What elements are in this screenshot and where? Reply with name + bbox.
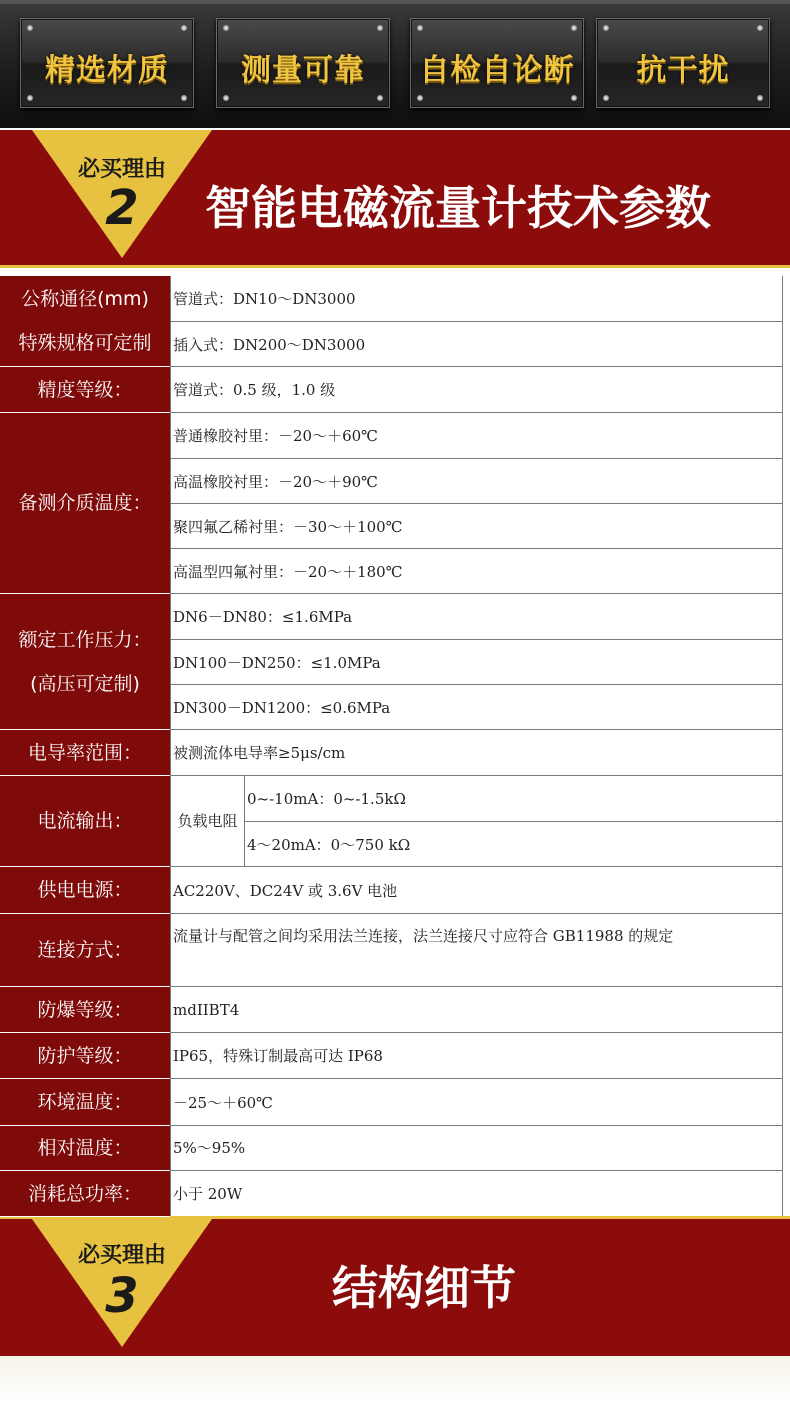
spec-row-pressure xyxy=(0,594,783,730)
spec-value: DN100－DN250：≤1.0MPa xyxy=(171,639,782,684)
spec-label: 电流输出： xyxy=(0,776,170,867)
spec-label: 供电电源： xyxy=(0,867,170,914)
feature-plate-label: 自检自论断 xyxy=(419,53,575,88)
spec-label xyxy=(0,276,170,367)
spec-value: 插入式：DN200～DN3000 xyxy=(171,321,782,366)
spec-label: 连接方式： xyxy=(0,914,170,987)
spec-row-accuracy xyxy=(0,367,783,413)
spec-value: DN300－DN1200：≤0.6MPa xyxy=(171,684,782,729)
spec-value: IP65，特殊订制最高可达 IP68 xyxy=(173,1047,383,1065)
spec-value: mdIIBT4 xyxy=(173,1000,240,1019)
section-title: 结构细节 xyxy=(332,1261,516,1315)
feature-plate-reliable xyxy=(216,18,390,108)
spec-value: －25～＋60℃ xyxy=(173,1093,273,1112)
spec-value: 5%～95% xyxy=(173,1138,246,1157)
feature-banner xyxy=(0,0,790,128)
feature-plate-label: 精选材质 xyxy=(45,53,169,88)
spec-sublabel: 负载电阻 xyxy=(171,776,245,866)
feature-plate-selfcheck xyxy=(410,18,584,108)
feature-plate-label: 抗干扰 xyxy=(636,53,730,88)
page-footer-fade xyxy=(0,1356,790,1402)
section-title: 智能电磁流量计技术参数 xyxy=(205,181,711,235)
spec-row-ambient-temperature xyxy=(0,1079,783,1126)
spec-value: 聚四氟乙稀衬里：－30～＋100℃ xyxy=(171,503,782,548)
spec-row-explosion-proof xyxy=(0,987,783,1033)
spec-value: DN6－DN80：≤1.6MPa xyxy=(173,608,353,626)
spec-row-power-supply xyxy=(0,867,783,914)
spec-row-medium-temperature xyxy=(0,413,783,594)
badge-label: 必买理由 xyxy=(77,1243,166,1268)
spec-row-conductivity xyxy=(0,730,783,776)
spec-row-nominal-diameter xyxy=(0,276,783,367)
spec-value: 4～20mA：0～750 kΩ xyxy=(245,821,782,866)
spec-value: 被测流体电导率≥5μs/cm xyxy=(173,744,346,762)
feature-plate-label: 测量可靠 xyxy=(241,53,365,88)
spec-row-current-output xyxy=(0,776,783,867)
section-banner-specs xyxy=(0,130,790,268)
spec-label: 环境温度： xyxy=(0,1079,170,1126)
spec-value: 高温型四氟衬里：－20～＋180℃ xyxy=(171,548,782,593)
spec-label-line: 公称通径(mm) xyxy=(21,288,149,310)
spec-value: 0~-10mA：0~-1.5kΩ xyxy=(247,790,406,808)
spec-value: 小于 20W xyxy=(173,1185,243,1203)
spec-value: 管道式：DN10～DN3000 xyxy=(173,290,356,308)
spec-label-line: 特殊规格可定制 xyxy=(18,332,152,354)
badge-number: 3 xyxy=(105,1268,139,1324)
spec-label: 防爆等级： xyxy=(0,987,170,1033)
spec-label: 电导率范围： xyxy=(0,730,170,776)
spec-label: 备测介质温度： xyxy=(0,413,170,594)
spec-row-humidity xyxy=(0,1126,783,1171)
spec-label xyxy=(0,594,170,730)
spec-table xyxy=(0,276,783,1217)
spec-label: 防护等级： xyxy=(0,1033,170,1079)
spec-label: 消耗总功率： xyxy=(0,1171,170,1217)
feature-plate-antiinterference xyxy=(596,18,770,108)
divider xyxy=(0,265,790,268)
spec-row-protection xyxy=(0,1033,783,1079)
spec-label-line: (高压可定制) xyxy=(30,672,140,695)
spec-value: 管道式：0.5 级，1.0 级 xyxy=(173,381,336,399)
feature-plate-material xyxy=(20,18,194,108)
spec-value: 普通橡胶衬里：－20～＋60℃ xyxy=(173,427,378,445)
spec-row-power-consumption xyxy=(0,1171,783,1217)
badge-number: 2 xyxy=(105,180,139,236)
spec-row-connection xyxy=(0,914,783,987)
spec-value: AC220V、DC24V 或 3.6V 电池 xyxy=(173,881,398,900)
spec-value: 高温橡胶衬里：－20～＋90℃ xyxy=(171,458,782,503)
spec-label: 精度等级： xyxy=(0,367,170,413)
spec-label: 相对温度： xyxy=(0,1126,170,1171)
spec-label-line: 额定工作压力： xyxy=(18,628,152,651)
spec-value: 流量计与配管之间均采用法兰连接，法兰连接尺寸应符合 GB11988 的规定 xyxy=(173,927,674,945)
badge-label: 必买理由 xyxy=(77,157,166,182)
section-banner-structure xyxy=(0,1216,790,1356)
